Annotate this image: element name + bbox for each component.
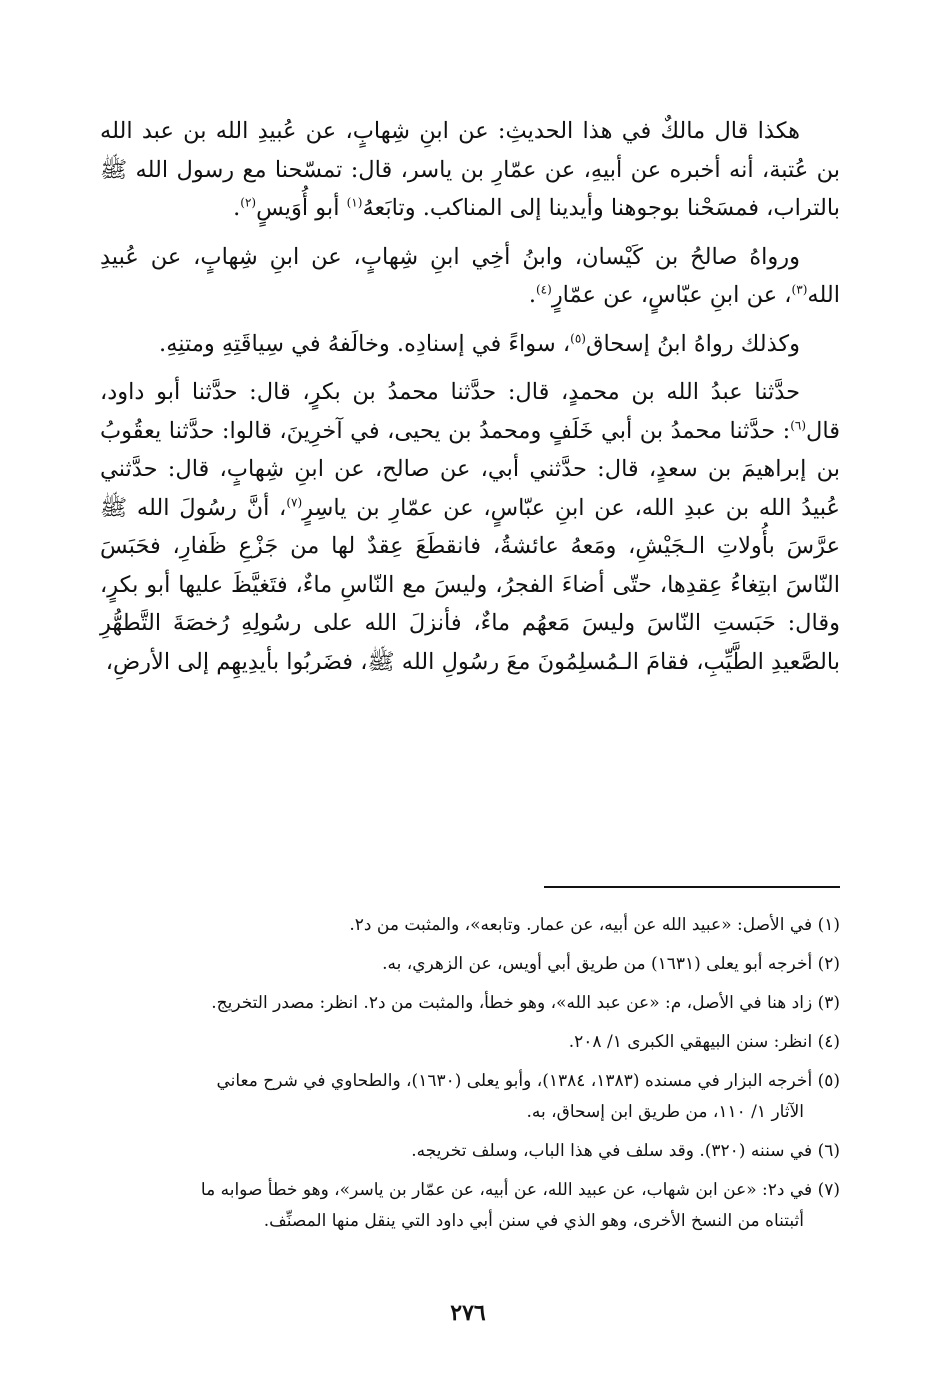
text-segment: ، عن ابنِ عبّاسٍ، عن عمّارٍ [551, 282, 792, 308]
text-segment: . [233, 195, 241, 221]
text-segment: ورواهُ صالحُ بن كَيْسان، وابنُ أخِي ابنِ شِهابٍ، عن ابنِ شِهابٍ، عن عُبيدِ الله [100, 243, 840, 308]
footnote-number: (٣) [817, 993, 840, 1013]
footnote-3 [100, 988, 840, 1019]
paragraph-4 [100, 373, 840, 681]
footnote-ref-6[interactable]: (٦) [790, 418, 807, 432]
text-segment: وكذلك رواهُ ابنُ إسحاق [585, 330, 800, 357]
footnote-ref-3[interactable]: (٣) [791, 282, 808, 297]
paragraph-2 [100, 238, 840, 315]
text-segment: أبو أُوَيسٍ [256, 195, 347, 221]
footnote-5 [100, 1066, 840, 1097]
footnote-7-continuation: أثبتناه من النسخ الأخرى، وهو الذي في سنن أبي داود التي ينقل منها المصنِّف. [263, 1211, 804, 1231]
text-segment: ، سواءً في إسنادِه. وخالَفهُ في سِياقَتِهِ ومتنِهِ. [159, 330, 571, 357]
text-segment: هكذا قال مالكٌ في هذا الحديثِ: عن ابنِ شِهابٍ، عن عُبيدِ الله بن عبد الله بن عُتبة، أنه أخبره عن أبيهِ، عن عمّارِ بن ياسر، قال: تمسّحنا مع رسول الله ﷺ بالتراب، فمسَحْنا بوجوهنا وأيدينا إلى المناكب. وتابَعهُ [100, 118, 840, 221]
footnote-7 [100, 1175, 840, 1206]
footnote-4 [100, 1027, 840, 1058]
text-segment: : حدَّثنا محمدُ بن أبي خَلَفٍ ومحمدُ بن يحيى، في آخرِينَ، قالوا: حدَّثنا يعقُوبُ بن إبراهيمَ بن سعدٍ، قال: حدَّثني أبي، عن صالح، عن ابنِ شِهابٍ، قال: حدَّثني عُبيدُ الله بن عبدِ الله، عن ابنِ عبّاسٍ، عن عمّارِ بن ياسِرٍ [100, 417, 840, 521]
footnote-number: (٥) [817, 1071, 840, 1091]
paragraph-1 [100, 112, 840, 228]
footnote-6 [100, 1136, 840, 1167]
footnote-text: في الأصل: «عبيد الله عن أبيه، عن عمار. وتابعه»، والمثبت من د٢. [349, 915, 813, 935]
footnote-ref-2[interactable]: (٢) [240, 195, 257, 210]
footnote-ref-5[interactable]: (٥) [570, 331, 586, 345]
footnote-text: زاد هنا في الأصل، م: «عن عبد الله»، وهو خطأ، والمثبت من د٢. انظر: مصدر التخريج. [211, 993, 813, 1013]
footnote-2 [100, 949, 840, 980]
footnote-number: (٦) [817, 1141, 840, 1161]
footnote-text: في سننه (٣٢٠). وقد سلف في هذا الباب، وسلف تخريجه. [411, 1141, 813, 1161]
footnote-number: (١) [817, 915, 840, 935]
footnote-1 [100, 910, 840, 941]
footnotes [100, 910, 840, 1245]
footnote-text: انظر: سنن البيهقي الكبرى ١/ ٢٠٨. [568, 1032, 813, 1052]
footnote-5-continuation: الآثار ١/ ١١٠، من طريق ابن إسحاق، به. [526, 1102, 804, 1122]
page-number: ٢٧٦ [450, 1300, 486, 1326]
footnote-text: أخرجه البزار في مسنده (١٣٨٣، ١٣٨٤)، وأبو يعلى (١٦٣٠)، والطحاوي في شرح معاني [216, 1071, 813, 1091]
footnote-number: (٢) [817, 954, 840, 974]
text-segment: حدَّثنا عبدُ الله بن محمدٍ، قال: حدَّثنا محمدُ بن بكرٍ، قال: حدَّثنا أبو داود، قال [100, 379, 840, 444]
footnote-divider [544, 886, 840, 888]
footnote-text: أخرجه أبو يعلى (١٦٣١) من طريق أبي أويس، عن الزهري، به. [382, 954, 813, 974]
footnote-text: في د٢: «عن ابن شهاب، عن عبيد الله، عن أبيه، عن عمّار بن ياسر»، وهو خطأ صوابه ما [200, 1180, 813, 1200]
footnote-number: (٧) [817, 1180, 840, 1200]
text-segment: ، أنَّ رسُولَ الله ﷺ عرَّسَ بأُولاتِ الـجَيْشِ، ومَعهُ عائشةُ، فانقطَعَ عِقدٌ لها من جَزْعِ ظَفارِ، فحَبَسَ النّاسَ ابتِغاءُ عِقدِها، حتّى أضاءَ الفجرُ، وليسَ مع النّاسِ ماءٌ، فتَغيَّظَ عليها أبو بكرٍ، وقال: حَبَستِ النّاسَ وليسَ مَعهُم ماءٌ، فأنزلَ الله على رسُولِهِ رُخصَةَ التَّطهُّرِ بالصَّعيدِ الطَّيِّبِ، فقامَ الـمُسلِمُونَ معَ رسُولِ الله ﷺ، فضَربُوا بأيدِيهِم إلى الأرضِ، [100, 494, 840, 675]
footnote-ref-4[interactable]: (٤) [535, 282, 552, 297]
footnote-ref-1[interactable]: (١) [346, 195, 363, 210]
main-text [100, 112, 840, 681]
paragraph-3 [100, 325, 840, 364]
footnote-ref-7[interactable]: (٧) [286, 495, 303, 509]
footnote-number: (٤) [817, 1032, 840, 1052]
text-segment: . [528, 282, 536, 308]
